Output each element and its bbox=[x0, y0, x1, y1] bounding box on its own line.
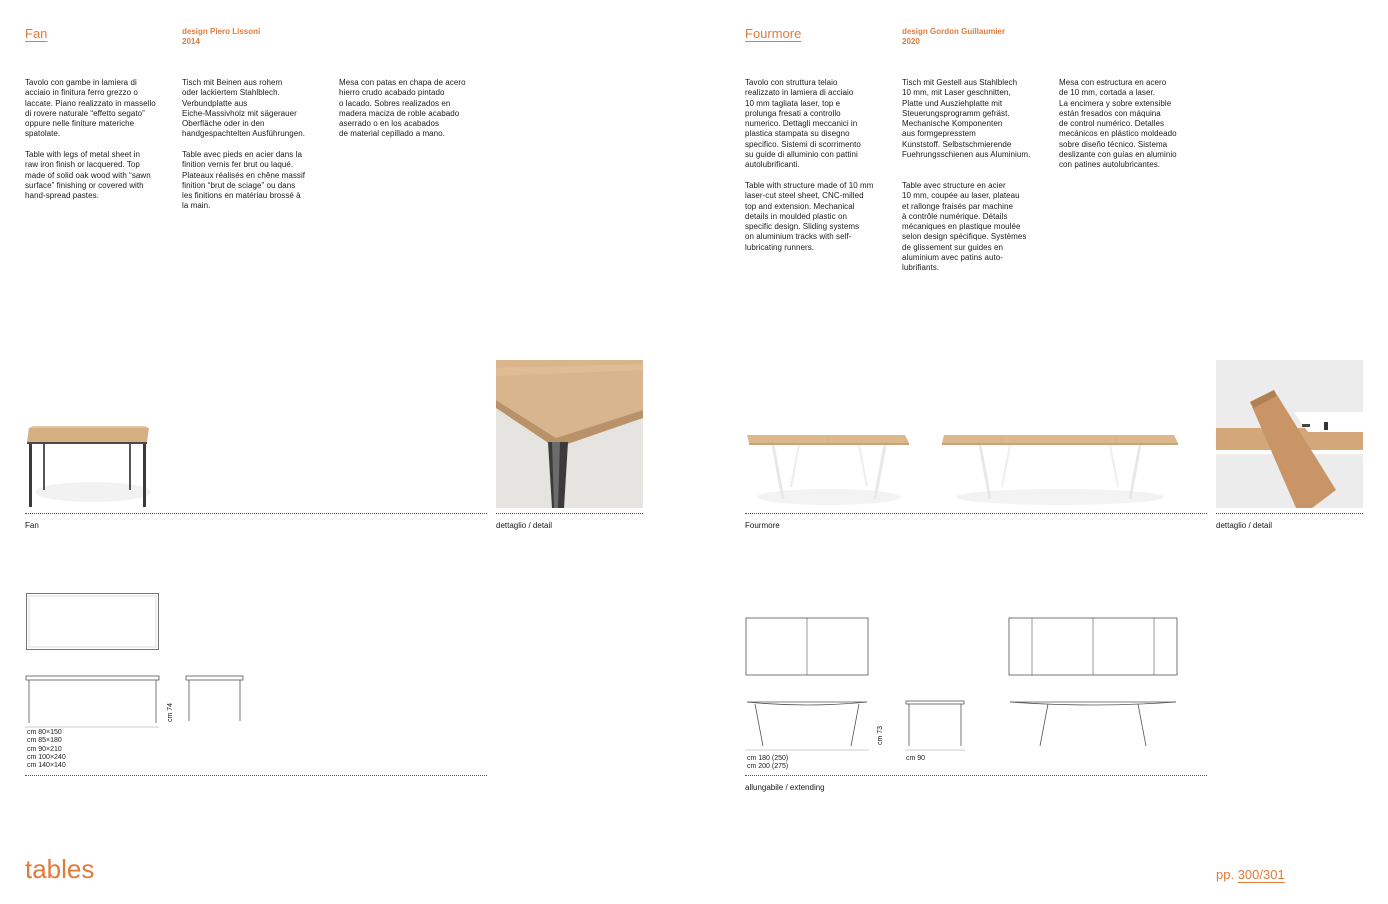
fan-plan-drawing bbox=[25, 592, 161, 652]
fourmore-detail-caption: dettaglio / detail bbox=[1216, 521, 1273, 530]
fourmore-drawings-divider bbox=[745, 775, 1207, 776]
fourmore-sizes: cm 180 (250) cm 200 (275) bbox=[747, 755, 789, 771]
fourmore-detail-divider bbox=[1216, 513, 1363, 514]
fourmore-text-de: Tisch mit Gestell aus Stahlblech 10 mm, mit Laser geschnitten, Platte und Ausziehplatte mit Steuerungsprogramm gefräst. Mechanische Komponenten aus formgepresstem Kunststoff. Selbstschmierende Fuehrungsschienen aus Aluminium. bbox=[902, 78, 1031, 160]
fan-designer-name: design Piero Lissoni bbox=[182, 27, 261, 36]
fourmore-text-fr: Table avec structure en acier 10 mm, coupée au laser, plateau et rallonge fraisés par machine à contrôle numérique. Détails mécaniques en plastique moulée selon design spécifique. Systèmes de glissement sur guides en aluminium avec patins auto- lubrifiants. bbox=[902, 181, 1027, 273]
fourmore-text-en: Table with structure made of 10 mm laser-cut steel sheet, CNC-milled top and extension. Mechanical details in moulded plastic on specific design. Sliding systems on aluminium tracks with self- lubricating runners. bbox=[745, 181, 874, 252]
fourmore-extended-photo bbox=[940, 425, 1180, 510]
fourmore-photo-divider bbox=[745, 513, 1207, 514]
fan-text-es: Mesa con patas en chapa de acero hierro crudo acabado pintado o lacado. Sobres realizados en madera maciza de roble acabado aserrado o en los acabados de material cepillado a mano. bbox=[339, 78, 466, 139]
fourmore-front-drawing bbox=[745, 698, 871, 752]
fourmore-title: Fourmore bbox=[745, 26, 802, 41]
fan-text-de: Tisch mit Beinen aus rohem oder lackiertem Stahlblech. Verbundplatte aus Eiche-Massivholz mit sägerauer Oberfläche oder in den handgespachtelten Ausführungen. bbox=[182, 78, 305, 139]
fan-caption: Fan bbox=[25, 521, 39, 530]
fan-text-it: Tavolo con gambe in lamiera di acciaio in finitura ferro grezzo o laccate. Piano realizzato in massello di rovere naturale “effetto segato” oppure nelle finiture materiche spatolate. bbox=[25, 78, 156, 139]
fan-photo-divider bbox=[25, 513, 487, 514]
fan-year: 2014 bbox=[182, 37, 200, 46]
fan-designer bbox=[182, 27, 260, 47]
fourmore-extending-caption: allungabile / extending bbox=[745, 783, 825, 792]
fourmore-detail-photo bbox=[1216, 360, 1363, 508]
fourmore-text-es: Mesa con estructura en acero de 10 mm, cortada a laser. La encimera y sobre extensible están fresados con máquina de control numérico. Detalles mecánicos en plástico moldeado sobre diseño técnico. Sistema deslizante con guías en aluminio con patines autolubricantes. bbox=[1059, 78, 1177, 170]
fan-title: Fan bbox=[25, 26, 48, 41]
fan-table-photo bbox=[25, 420, 155, 510]
fan-detail-caption: dettaglio / detail bbox=[496, 521, 553, 530]
fourmore-height-label: cm 73 bbox=[877, 725, 884, 745]
fan-front-drawing bbox=[25, 675, 161, 729]
fourmore-table-photo bbox=[745, 425, 913, 510]
fourmore-caption: Fourmore bbox=[745, 521, 780, 530]
section-title: tables bbox=[25, 854, 95, 884]
fourmore-plan-drawing bbox=[745, 617, 871, 677]
fan-detail-divider bbox=[496, 513, 643, 514]
fan-height-label: cm 74 bbox=[167, 702, 174, 722]
fourmore-extended-plan-drawing bbox=[1008, 617, 1180, 677]
fourmore-designer-name: design Gordon Guillaumier bbox=[902, 27, 1006, 36]
page-numbers bbox=[1216, 867, 1285, 882]
fan-drawings-divider bbox=[25, 775, 487, 776]
fan-text-en: Table with legs of metal sheet in raw iron finish or lacquered. Top made of solid oak wood with “sawn surface” finishing or covered with hand-spread pastes. bbox=[25, 150, 151, 201]
fourmore-text-it: Tavolo con struttura telaio realizzato in lamiera di acciaio 10 mm tagliata laser, top e prolunga fresati a controllo numerico. Dettagli meccanici in plastica stampata su disegno specifico. Sistemi di scorrimento su guide di alluminio con pattini autolubrificanti. bbox=[745, 78, 861, 170]
fan-sizes: cm 80×150 cm 85×180 cm 90×210 cm 100×240 cm 140×140 bbox=[27, 729, 66, 770]
page-numbers-prefix: pp. bbox=[1216, 867, 1235, 882]
page-numbers-value: 300/301 bbox=[1237, 867, 1285, 882]
fourmore-side-size: cm 90 bbox=[906, 755, 926, 762]
fan-side-drawing bbox=[185, 675, 245, 725]
fan-text-fr: Table avec pieds en acier dans la finition vernis fer brut ou laqué. Plateaux réalisés en chêne massif finition “brut de sciage” ou dans les finitions en matériau brossé à la main. bbox=[182, 150, 306, 211]
fan-detail-photo bbox=[496, 360, 643, 508]
fourmore-year: 2020 bbox=[902, 37, 920, 46]
fourmore-designer bbox=[902, 27, 1005, 47]
fourmore-extended-front-drawing bbox=[1008, 698, 1180, 748]
fourmore-side-drawing bbox=[905, 700, 967, 752]
